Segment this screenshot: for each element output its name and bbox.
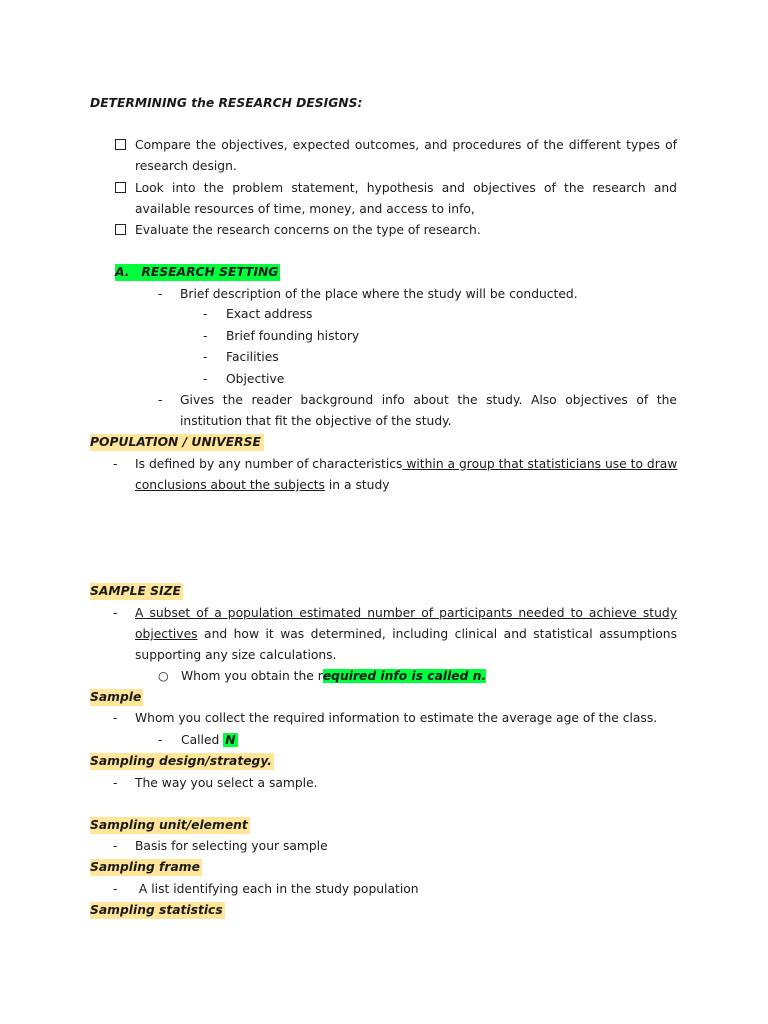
sample-size-line1: A subset of a population estimated number of participants needed to achieve study xyxy=(135,606,677,620)
sample-size-subitem-text: Whom you obtain the r xyxy=(181,669,323,683)
population-line2-underlined: conclusions about the subjects xyxy=(135,478,325,492)
sample-size-heading: SAMPLE SIZE xyxy=(90,584,181,598)
research-setting-heading xyxy=(115,264,280,281)
circle-bullet: ○ xyxy=(158,669,169,683)
sampling-unit-heading: Sampling unit/element xyxy=(90,818,248,832)
sampling-unit-item: Basis for selecting your sample xyxy=(135,839,328,853)
sampling-frame-heading: Sampling frame xyxy=(90,860,200,874)
population-line1-text: Is defined by any number of characteristics xyxy=(135,457,403,471)
checkbox-2[interactable] xyxy=(115,182,126,193)
sample-size-line2 xyxy=(135,626,677,643)
checkbox-1[interactable] xyxy=(115,139,126,150)
subitem-exact-address: Exact address xyxy=(226,307,313,321)
subitem-facilities: Facilities xyxy=(226,350,279,364)
checklist-item-1-line1: Compare the objectives, expected outcomes, and procedures of the different types of xyxy=(135,138,677,152)
population-heading: POPULATION / UNIVERSE xyxy=(90,434,264,451)
checklist-item-3-line1: Evaluate the research concerns on the type of research. xyxy=(135,223,481,237)
checklist-item-2-line1: Look into the problem statement, hypothesis and objectives of the research and xyxy=(135,181,677,195)
sample-size-line2-text: and how it was determined, including clinical and statistical assumptions xyxy=(197,627,677,641)
population-line2 xyxy=(135,477,390,494)
population-line1 xyxy=(135,456,677,473)
checklist-item-1-line2: research design. xyxy=(135,159,237,173)
subitem-objective: Objective xyxy=(226,372,285,386)
dash-bullet: - xyxy=(158,287,163,301)
sample-subitem-highlight: N xyxy=(225,733,236,747)
sample-item: Whom you collect the required information to estimate the average age of the class. xyxy=(135,711,658,725)
dash-bullet: - xyxy=(113,776,118,790)
research-setting-title: RESEARCH SETTING xyxy=(141,265,279,279)
research-setting-item-2-line2: institution that fit the objective of the study. xyxy=(180,414,452,428)
dash-bullet: - xyxy=(158,733,163,747)
sampling-design-heading: Sampling design/strategy. xyxy=(90,754,272,768)
dash-bullet: - xyxy=(203,372,208,386)
sampling-design-item: The way you select a sample. xyxy=(135,776,318,790)
dash-bullet: - xyxy=(158,393,163,407)
sample-subitem xyxy=(181,732,238,749)
research-setting-item-1: Brief description of the place where the study will be conducted. xyxy=(180,287,578,301)
sample-subitem-text: Called xyxy=(181,733,224,747)
dash-bullet: - xyxy=(113,711,118,725)
dash-bullet: - xyxy=(203,329,208,343)
dash-bullet: - xyxy=(113,839,118,853)
section-marker: A. xyxy=(115,265,130,279)
population-line1-underlined: within a group that statisticians use to draw xyxy=(402,457,678,471)
sampling-frame-item: A list identifying each in the study population xyxy=(135,882,419,896)
page-title: DETERMINING the RESEARCH DESIGNS: xyxy=(90,96,363,110)
dash-bullet: - xyxy=(113,606,118,620)
dash-bullet: - xyxy=(113,882,118,896)
subitem-founding-history: Brief founding history xyxy=(226,329,360,343)
population-line2-text: in a study xyxy=(324,478,390,492)
sample-size-line3: supporting any size calculations. xyxy=(135,648,337,662)
dash-bullet: - xyxy=(203,350,208,364)
research-setting-item-2-line1: Gives the reader background info about the study. Also objectives of the xyxy=(180,393,677,407)
dash-bullet: - xyxy=(113,457,118,471)
sample-heading: Sample xyxy=(90,690,142,704)
sample-size-line2-underlined: objectives xyxy=(135,627,198,641)
dash-bullet: - xyxy=(203,307,208,321)
checkbox-3[interactable] xyxy=(115,224,126,235)
checklist-item-2-line2: available resources of time, money, and access to info, xyxy=(135,202,475,216)
sample-size-subitem xyxy=(181,668,486,685)
sampling-statistics-heading: Sampling statistics xyxy=(90,903,223,917)
sample-size-subitem-highlight: equired info is called n. xyxy=(322,669,487,683)
